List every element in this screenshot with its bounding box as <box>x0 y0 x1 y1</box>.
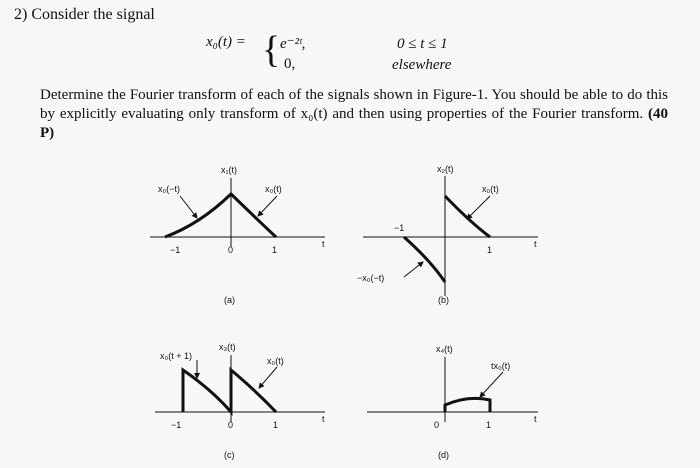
fig-c-axis-label: t <box>322 414 325 424</box>
equation-case1: e⁻²ᵗ, <box>280 36 306 52</box>
equation-case1-condition: 0 ≤ t ≤ 1 <box>397 36 448 52</box>
fig-c-left-label: x₀(t + 1) <box>160 351 192 361</box>
fig-a-axis-label: t <box>322 239 325 249</box>
fig-c-tick-1: 1 <box>273 420 279 430</box>
fig-d-tick-0: 0 <box>434 420 440 430</box>
fig-d-tick-1: 1 <box>486 420 492 430</box>
fig-c-right-label: x₀(t) <box>267 356 284 366</box>
fig-b-right-label: x₀(t) <box>482 184 499 194</box>
fig-d-right-label: tx₀(t) <box>491 361 511 371</box>
problem-points: (40 P) <box>40 106 668 141</box>
problem-number: 2) <box>14 6 28 23</box>
fig-d-title: x₄(t) <box>436 344 453 354</box>
fig-b-neg-arrow <box>404 262 423 277</box>
fig-d-right-arrow <box>480 372 503 397</box>
fig-a-tick-1: 1 <box>272 245 278 255</box>
fig-b-caption: (b) <box>438 295 449 305</box>
fig-a-left-label: x₀(−t) <box>158 184 180 194</box>
fig-d-axis-label: t <box>534 414 537 424</box>
fig-c-caption: (c) <box>224 450 235 460</box>
figure-d <box>367 357 538 422</box>
problem-title: Consider the signal <box>31 6 155 23</box>
fig-a-right-label: x₀(t) <box>265 184 282 194</box>
fig-c-right-arrow <box>259 367 277 388</box>
equation-lhs: x₀(t) = <box>206 34 246 50</box>
equation-case2: 0, <box>284 56 296 72</box>
fig-a-title: x₁(t) <box>221 165 238 175</box>
fig-b-tick-neg1: −1 <box>394 223 405 233</box>
fig-b-right-arrow <box>467 196 490 219</box>
fig-b-title: x₂(t) <box>437 164 454 174</box>
fig-b-axis-label: t <box>534 239 537 249</box>
fig-c-tick-neg1: −1 <box>171 420 182 430</box>
fig-a-caption: (a) <box>224 295 235 305</box>
figure-b <box>363 176 538 296</box>
fig-a-signal <box>165 194 276 237</box>
fig-a-left-arrow <box>180 196 197 218</box>
figure-c <box>155 355 325 422</box>
fig-b-signal-negative <box>404 237 445 282</box>
problem-text: Determine the Fourier transform of each of the signals shown in Figure-1. You should be able to do this by explicitly evaluating only transform of x₀(t) and then using properties of the Fourier transform. <box>40 87 668 122</box>
fig-a-right-arrow <box>258 196 277 216</box>
fig-b-neg-label: −x₀(−t) <box>357 273 385 283</box>
piecewise-brace: { <box>262 29 281 71</box>
equation-case2-condition: elsewhere <box>392 57 452 73</box>
fig-a-tick-0: 0 <box>228 245 234 255</box>
fig-d-signal <box>445 398 490 412</box>
fig-d-caption: (d) <box>438 450 449 460</box>
fig-b-tick-1: 1 <box>487 245 493 255</box>
fig-c-tick-0: 0 <box>228 420 234 430</box>
fig-c-title: x₃(t) <box>219 342 236 352</box>
fig-a-tick-neg1: −1 <box>170 245 181 255</box>
